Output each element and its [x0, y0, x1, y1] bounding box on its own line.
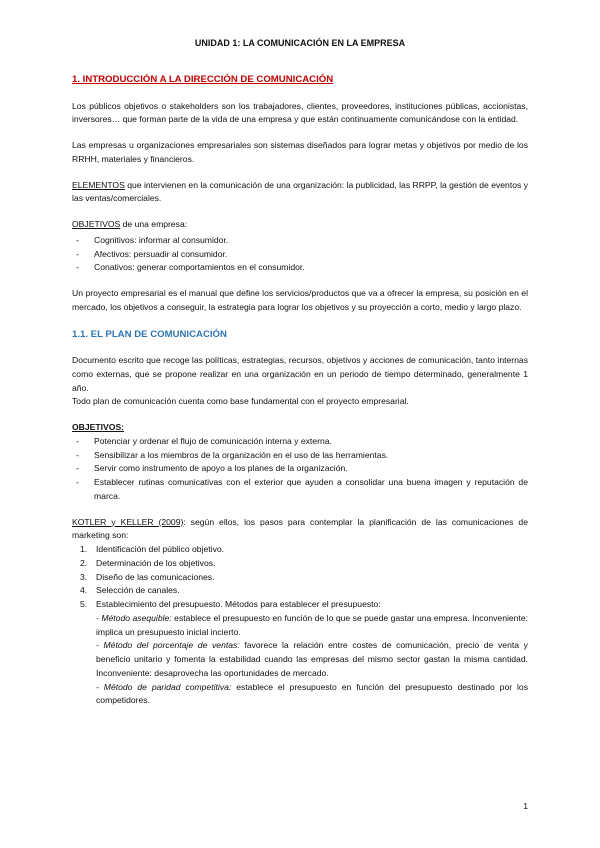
objetivos-text: de una empresa: — [120, 219, 188, 230]
list-item: - Establecer rutinas comunicativas con el exterior que ayuden a consolidar una buena imagen y reputación de marca. — [72, 476, 528, 504]
list-item: - Cognitivos: informar al consumidor. — [72, 234, 528, 248]
method-paridad: - Método de paridad competitiva: establece el presupuesto en función del presupuesto destinado por los competidores. — [96, 681, 528, 706]
elementos-label: ELEMENTOS — [72, 179, 125, 190]
section-heading-plan: 1.1. EL PLAN DE COMUNICACIÓN — [72, 328, 227, 340]
elementos-text: que intervienen en la comunicación de una organización: la publicidad, las RRPP, la gestión de eventos y las ventas/comerciales. — [72, 179, 528, 204]
list-item: - Servir como instrumento de apoyo a los planes de la organización. — [72, 462, 528, 476]
paragraph-elementos — [72, 179, 528, 207]
list-item: - Potenciar y ordenar el flujo de comunicación interna y externa. — [72, 435, 528, 449]
kotler-text: : según ellos, los pasos para contemplar la planificación de las comunicaciones de marketing son: — [72, 516, 528, 541]
method-porcentaje: - Método del porcentaje de ventas: favorece la relación entre costes de comunicación, precio de venta y beneficio unitario y fomenta la estabilidad cuando las empresas del mismo sector gastan la misma cantidad. Inconveniente: desaprovecha las oportunidades de mercado. — [96, 640, 528, 678]
steps-list — [72, 543, 528, 612]
objetivos-intro — [72, 218, 528, 232]
paragraph-stakeholders: Los públicos objetivos o stakeholders son los trabajadores, clientes, proveedores, instituciones públicas, accionistas, inversores… que forman parte de la vida de una empresa y que están continuamente comunicándose con la entidad. — [72, 100, 528, 125]
list-item: 3. Diseño de las comunicaciones. — [80, 571, 215, 582]
list-item: 4. Selección de canales. — [80, 585, 180, 596]
list-item: 2. Determinación de los objetivos. — [80, 557, 216, 568]
objectives-list — [72, 234, 528, 275]
section-heading-introduccion: 1. INTRODUCCIÓN A LA DIRECCIÓN DE COMUNICACIÓN — [72, 74, 334, 86]
plan-objetivos-label: OBJETIVOS: — [72, 422, 125, 433]
list-item: - Sensibilizar a los miembros de la organización en el uso de las herramientas. — [72, 449, 528, 463]
paragraph-kotler — [72, 516, 528, 544]
list-item: 1. Identificación del público objetivo. — [80, 544, 225, 555]
list-item: - Afectivos: persuadir al consumidor. — [72, 248, 528, 262]
method-asequible: - Método asequible: establece el presupuesto en función de lo que se puede gastar una empresa. Inconveniente: implica un presupuesto inicial incierto. — [96, 612, 529, 637]
objetivos-label: OBJETIVOS — [72, 219, 121, 230]
paragraph-proyecto: Un proyecto empresarial es el manual que define los servicios/productos que va a ofrecer la empresa, su posición en el mercado, los objetivos a conseguir, la estrategia para lograr los objetivos y su proyección a corto, medio y largo plazo. — [72, 288, 528, 312]
document-title: UNIDAD 1: LA COMUNICACIÓN EN LA EMPRESA — [194, 38, 406, 48]
document-page — [72, 36, 528, 708]
page-number: 1 — [523, 801, 528, 811]
plan-objectives-list — [72, 435, 528, 504]
list-item: 5. Establecimiento del presupuesto. Métodos para establecer el presupuesto: — [80, 599, 381, 610]
kotler-label: KOTLER y KELLER (2009) — [72, 516, 184, 527]
list-item: - Conativos: generar comportamientos en el consumidor. — [72, 261, 528, 275]
paragraph-empresas: Las empresas u organizaciones empresariales son sistemas diseñados para lograr metas y objetivos por medio de los RRHH, materiales y financieros. — [72, 140, 528, 164]
paragraph-base: Todo plan de comunicación cuenta como base fundamental con el proyecto empresarial. — [72, 396, 409, 407]
paragraph-documento: Documento escrito que recoge las políticas, estrategias, recursos, objetivos y acciones de comunicación, tanto internas como externas, que se propone realizar en una organización en un periodo de tiempo determinado, generalmente 1 año. — [72, 355, 528, 393]
